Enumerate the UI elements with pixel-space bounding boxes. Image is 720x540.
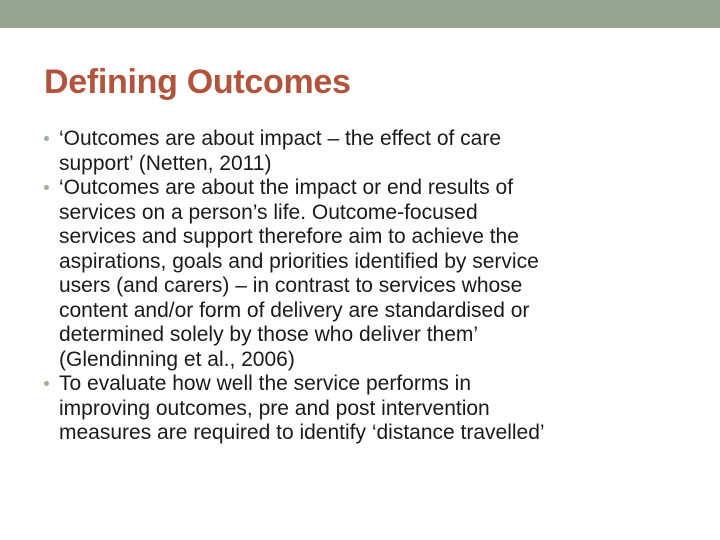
bullet-item [44,372,684,446]
bullet-item [44,176,684,372]
bullet-line: content and/or form of delivery are standardised or [59,298,530,322]
bullet-dot-icon [44,381,49,386]
bullet-line: measures are required to identify ‘distance travelled’ [59,421,545,444]
slide-body [44,127,684,446]
bullet-line: determined solely by those who deliver them’ [59,323,479,346]
bullet-line: aspirations, goals and priorities identified by service [59,249,539,273]
bullet-line: (Glendinning et al., 2006) [59,347,295,371]
slide-title: Defining Outcomes [44,63,351,101]
bullet-line: support’ (Netten, 2011) [59,151,272,175]
top-accent-band [0,0,720,28]
bullet-line: users (and carers) – in contrast to services whose [59,274,523,297]
bullet-line: improving outcomes, pre and post intervention [59,396,490,420]
bullet-line: ‘Outcomes are about impact – the effect of care [59,127,502,150]
bullet-line: ‘Outcomes are about the impact or end results of [59,176,514,199]
bullet-line: services on a person’s life. Outcome-focused [59,200,478,224]
bullet-dot-icon [44,185,49,190]
bullet-line: To evaluate how well the service performs in [59,372,472,395]
bullet-dot-icon [44,136,49,141]
bullet-line: services and support therefore aim to achieve the [59,225,519,248]
bullet-item [44,127,684,176]
